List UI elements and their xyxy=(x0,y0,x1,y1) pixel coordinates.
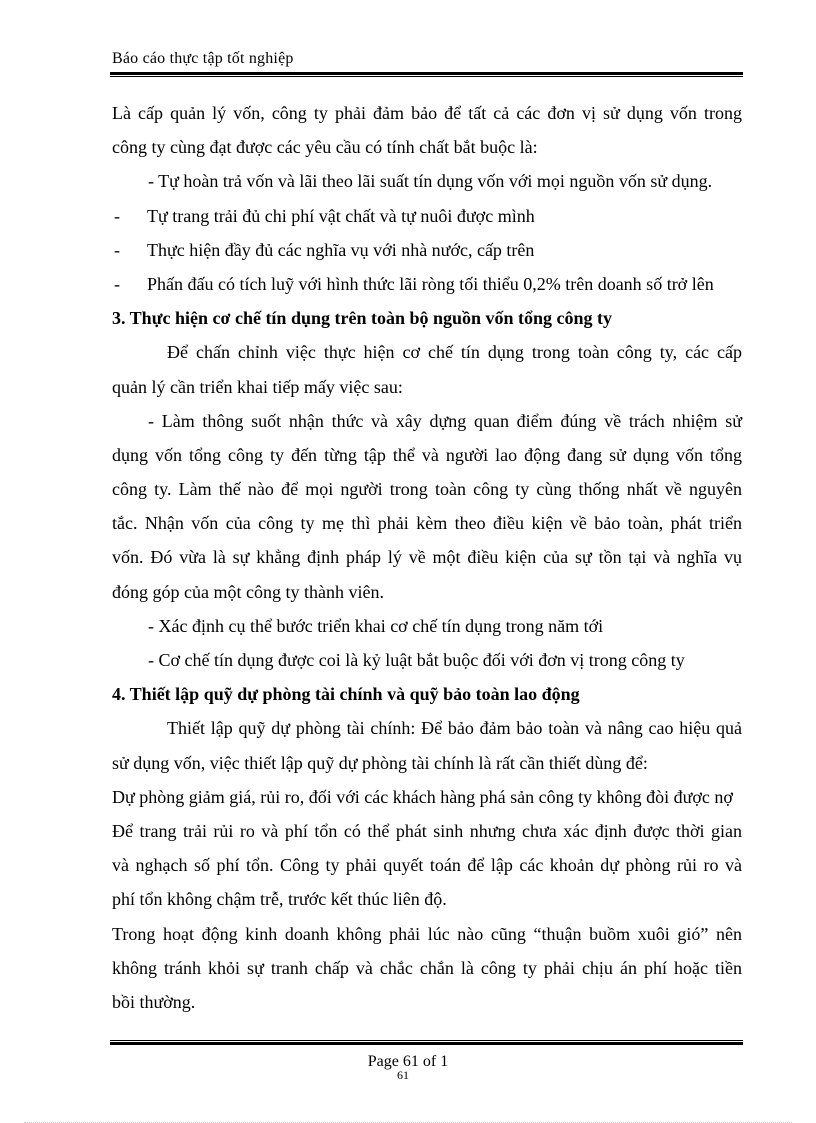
paragraph-line: công ty. Làm thế nào để mọi người trong toàn công ty cùng thống nhất về nguyên xyxy=(112,479,742,500)
paragraph-line: Để trang trải rủi ro và phí tổn có thể phát sinh nhưng chưa xác định được thời gian xyxy=(112,820,742,841)
section-heading: 4. Thiết lập quỹ dự phòng tài chính và quỹ bảo toàn lao động xyxy=(112,684,580,705)
paragraph-line: Trong hoạt động kinh doanh không phải lúc nào cũng “thuận buồm xuôi gió” nên xyxy=(112,923,742,944)
paragraph-line: không tránh khỏi sự tranh chấp và chắc chắn là công ty phải chịu án phí hoặc tiền xyxy=(112,957,742,978)
paragraph-line: đóng góp của một công ty thành viên. xyxy=(112,581,384,602)
bullet-mark: - xyxy=(114,239,120,260)
list-item-text: Thực hiện đầy đủ các nghĩa vụ với nhà nước, cấp trên xyxy=(147,239,535,260)
list-item-text: Phấn đấu có tích luỹ với hình thức lãi ròng tối thiểu 0,2% trên doanh số trở lên xyxy=(147,273,714,294)
bullet-mark: - xyxy=(114,273,120,294)
paragraph-line: công ty cùng đạt được các yêu cầu có tính chất bắt buộc là: xyxy=(112,137,538,158)
running-header: Báo cáo thực tập tốt nghiệp xyxy=(112,50,294,67)
paragraph-line: vốn. Đó vừa là sự khẳng định pháp lý về một điều kiện của sự tồn tại và nghĩa vụ xyxy=(112,547,742,568)
page-body xyxy=(112,96,742,1019)
paragraph-line: Là cấp quản lý vốn, công ty phải đảm bảo để tất cả các đơn vị sử dụng vốn trong xyxy=(112,103,742,123)
list-item xyxy=(112,267,742,301)
paragraph-line: và nghạch số phí tổn. Công ty phải quyết toán để lập các khoản dự phòng rủi ro và xyxy=(112,855,742,876)
paragraph-line: - Cơ chế tín dụng được coi là kỷ luật bắt buộc đối với đơn vị trong công ty xyxy=(148,650,685,670)
list-item-text: Tự trang trải đủ chi phí vật chất và tự nuôi được mình xyxy=(147,205,535,226)
paragraph-line: quản lý cần triển khai tiếp mấy việc sau: xyxy=(112,376,403,397)
paragraph-line: dụng vốn tổng công ty đến từng tập thể và người lao động đang sử dụng vốn tổng xyxy=(112,444,742,465)
paragraph-line: - Tự hoàn trả vốn và lãi theo lãi suất tín dụng vốn với mọi nguồn vốn sử dụng. xyxy=(148,171,713,192)
paragraph-line: - Xác định cụ thể bước triển khai cơ chế tín dụng trong năm tới xyxy=(148,615,604,636)
paragraph-line: - Làm thông suốt nhận thức và xây dựng quan điểm đúng về trách nhiệm sử xyxy=(148,410,742,431)
paragraph-line: bồi thường. xyxy=(112,991,196,1012)
paragraph-line: Dự phòng giảm giá, rủi ro, đối với các khách hàng phá sản công ty không đòi được nợ xyxy=(112,786,733,807)
header-rule xyxy=(110,72,743,78)
paragraph-line: Để chấn chỉnh việc thực hiện cơ chế tín dụng trong toàn công ty, các cấp xyxy=(167,342,742,363)
page-number: Page 61 of 1 xyxy=(367,1053,449,1070)
paragraph-line: phí tổn không chậm trễ, trước kết thúc liên độ. xyxy=(112,889,447,910)
list-item xyxy=(112,233,742,267)
footer-rule xyxy=(110,1040,743,1045)
page-number-overlap: 61 xyxy=(397,1068,409,1082)
bullet-mark: - xyxy=(114,205,120,226)
paragraph-line: tắc. Nhận vốn của công ty mẹ thì phải kèm theo điều kiện về bảo toàn, phát triển xyxy=(112,513,742,534)
list-item xyxy=(112,199,742,233)
section-heading: 3. Thực hiện cơ chế tín dụng trên toàn bộ nguồn vốn tổng công ty xyxy=(112,308,613,329)
paragraph-line: Thiết lập quỹ dự phòng tài chính: Để bảo đảm bảo toàn và nâng cao hiệu quả xyxy=(167,718,742,739)
paragraph-line: sử dụng vốn, việc thiết lập quỹ dự phòng tài chính là rất cần thiết dùng để: xyxy=(112,752,648,773)
